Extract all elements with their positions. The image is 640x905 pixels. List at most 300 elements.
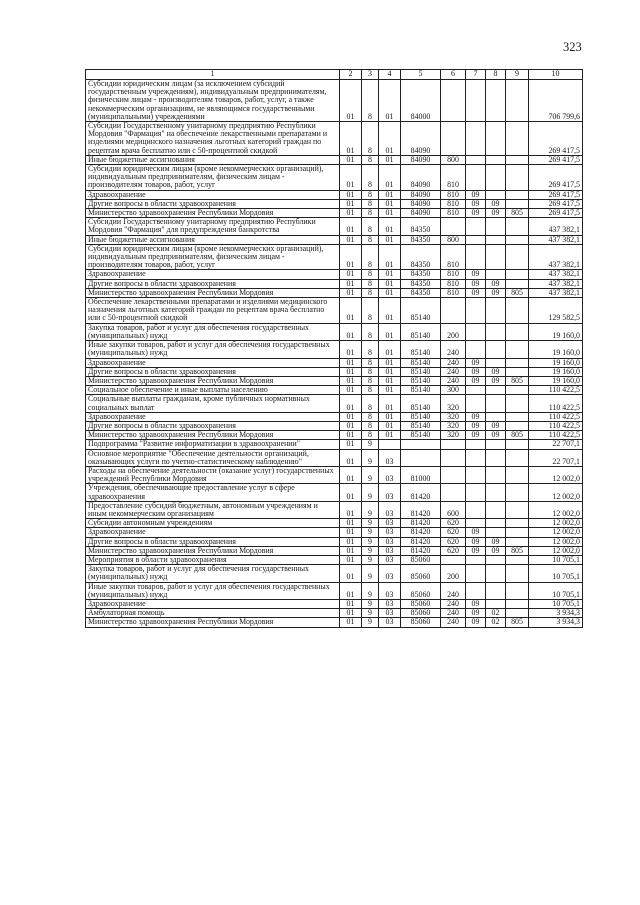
amount-cell: 269 417,5 — [529, 165, 583, 191]
code-cell-6 — [441, 122, 466, 156]
table-body — [86, 80, 583, 628]
code-cell-8 — [486, 599, 506, 608]
code-cell-3: 8 — [362, 421, 379, 430]
table-row — [86, 555, 583, 564]
code-cell-7: 09 — [466, 199, 486, 208]
amount-cell: 110 422,5 — [529, 431, 583, 440]
code-cell-6: 320 — [441, 412, 466, 421]
amount-cell: 706 799,6 — [529, 80, 583, 122]
code-cell-5 — [401, 440, 441, 449]
code-cell-4: 03 — [379, 528, 401, 537]
table-row — [86, 376, 583, 385]
code-cell-7 — [466, 466, 486, 483]
name-cell: Закупка товаров, работ и услуг для обеспечения государственных (муниципальных) нужд — [86, 565, 340, 582]
name-cell: Иные бюджетные ассигнования — [86, 155, 340, 164]
code-cell-8 — [486, 80, 506, 122]
amount-cell: 437 382,1 — [529, 288, 583, 297]
code-cell-9 — [506, 484, 529, 501]
code-cell-5: 85060 — [401, 555, 441, 564]
code-cell-2: 01 — [340, 155, 362, 164]
code-cell-3: 8 — [362, 122, 379, 156]
code-cell-4: 03 — [379, 501, 401, 518]
code-cell-2: 01 — [340, 395, 362, 412]
code-cell-4: 03 — [379, 537, 401, 546]
table-row — [86, 395, 583, 412]
table-row — [86, 279, 583, 288]
code-cell-6: 810 — [441, 244, 466, 270]
code-cell-9: 805 — [506, 431, 529, 440]
table-row — [86, 501, 583, 518]
code-cell-3: 9 — [362, 484, 379, 501]
code-cell-2: 01 — [340, 209, 362, 218]
code-cell-3: 8 — [362, 358, 379, 367]
code-cell-3: 8 — [362, 165, 379, 191]
code-cell-6: 200 — [441, 323, 466, 340]
name-cell: Амбулаторная помощь — [86, 609, 340, 618]
code-cell-4: 01 — [379, 122, 401, 156]
name-cell: Субсидии юридическим лицам (за исключением субсидий государственным учреждениям), индивидуальным предпринимателям, физическим лицам - производителям товаров, работ, услуг, а также некоммерческим организациям, не являющимся государственными (муниципальными) учреждениями — [86, 80, 340, 122]
table-row — [86, 218, 583, 235]
code-cell-7 — [466, 519, 486, 528]
code-cell-2: 01 — [340, 501, 362, 518]
code-cell-2: 01 — [340, 190, 362, 199]
code-cell-5: 81420 — [401, 546, 441, 555]
code-cell-7 — [466, 484, 486, 501]
name-cell: Социальные выплаты гражданам, кроме публичных нормативных социальных выплат — [86, 395, 340, 412]
code-cell-5: 85060 — [401, 599, 441, 608]
name-cell: Обеспечение лекарственными препаратами и изделиями медицинского назначения льготных категорий граждан по рецептам врача бесплатно или с 50-процентной скидкой — [86, 298, 340, 324]
page-number: 323 — [563, 40, 582, 54]
code-cell-7: 09 — [466, 190, 486, 199]
code-cell-4: 01 — [379, 323, 401, 340]
code-cell-5: 84350 — [401, 244, 441, 270]
code-cell-9 — [506, 80, 529, 122]
name-cell: Предоставление субсидий бюджетным, автономным учреждениям и иным некоммерческим организациям — [86, 501, 340, 518]
code-cell-9 — [506, 609, 529, 618]
code-cell-6: 810 — [441, 190, 466, 199]
code-cell-3: 8 — [362, 244, 379, 270]
name-cell: Здравоохранение — [86, 528, 340, 537]
code-cell-8 — [486, 440, 506, 449]
code-cell-6: 300 — [441, 386, 466, 395]
code-cell-2: 01 — [340, 519, 362, 528]
table-row — [86, 528, 583, 537]
code-cell-8: 09 — [486, 537, 506, 546]
code-cell-2: 01 — [340, 165, 362, 191]
code-cell-7: 09 — [466, 367, 486, 376]
budget-table — [85, 69, 583, 628]
table-row — [86, 80, 583, 122]
code-cell-8 — [486, 528, 506, 537]
code-cell-7 — [466, 565, 486, 582]
code-cell-3: 8 — [362, 288, 379, 297]
code-cell-4: 01 — [379, 155, 401, 164]
code-cell-2: 01 — [340, 609, 362, 618]
name-cell: Министерство здравоохранения Республики Мордовия — [86, 288, 340, 297]
code-cell-8 — [486, 298, 506, 324]
amount-cell: 12 002,0 — [529, 501, 583, 518]
amount-cell: 12 002,0 — [529, 546, 583, 555]
code-cell-2: 01 — [340, 199, 362, 208]
code-cell-5: 81420 — [401, 501, 441, 518]
code-cell-7: 09 — [466, 618, 486, 627]
code-cell-9 — [506, 122, 529, 156]
code-cell-3: 9 — [362, 582, 379, 599]
name-cell: Основное мероприятие "Обеспечение деятельности организаций, оказывающих услуги по учетно-статистическому наблюдению" — [86, 449, 340, 466]
table-row — [86, 165, 583, 191]
table-row — [86, 599, 583, 608]
code-cell-9 — [506, 190, 529, 199]
table-row — [86, 386, 583, 395]
code-cell-9 — [506, 466, 529, 483]
code-cell-8 — [486, 582, 506, 599]
code-cell-8 — [486, 412, 506, 421]
header-cell-5: 5 — [401, 70, 441, 80]
table-row — [86, 537, 583, 546]
code-cell-8 — [486, 218, 506, 235]
code-cell-8 — [486, 165, 506, 191]
code-cell-6: 320 — [441, 431, 466, 440]
code-cell-7: 09 — [466, 412, 486, 421]
code-cell-3: 9 — [362, 501, 379, 518]
code-cell-5: 84350 — [401, 235, 441, 244]
code-cell-8 — [486, 449, 506, 466]
name-cell: Другие вопросы в области здравоохранения — [86, 421, 340, 430]
name-cell: Министерство здравоохранения Республики Мордовия — [86, 209, 340, 218]
code-cell-3: 9 — [362, 546, 379, 555]
code-cell-2: 01 — [340, 235, 362, 244]
table-row — [86, 122, 583, 156]
code-cell-2: 01 — [340, 528, 362, 537]
code-cell-2: 01 — [340, 599, 362, 608]
table-row — [86, 367, 583, 376]
code-cell-9 — [506, 218, 529, 235]
amount-cell: 110 422,5 — [529, 421, 583, 430]
name-cell: Подпрограмма "Развитие информатизации в здравоохранении" — [86, 440, 340, 449]
name-cell: Министерство здравоохранения Республики Мордовия — [86, 618, 340, 627]
code-cell-6 — [441, 466, 466, 483]
code-cell-8 — [486, 341, 506, 358]
code-cell-9 — [506, 298, 529, 324]
amount-cell: 269 417,5 — [529, 155, 583, 164]
amount-cell: 10 705,1 — [529, 565, 583, 582]
table-row — [86, 519, 583, 528]
code-cell-9 — [506, 421, 529, 430]
code-cell-7 — [466, 244, 486, 270]
name-cell: Субсидии Государственному унитарному предприятию Республики Мордовия "Фармация" на обеспечение лекарственными препаратами и изделиями медицинского назначения льготных категорий граждан по рецептам врача бесплатно или с 50-процентной скидкой — [86, 122, 340, 156]
code-cell-2: 01 — [340, 270, 362, 279]
code-cell-6 — [441, 555, 466, 564]
code-cell-3: 8 — [362, 412, 379, 421]
amount-cell: 3 934,3 — [529, 618, 583, 627]
code-cell-3: 8 — [362, 270, 379, 279]
code-cell-4: 01 — [379, 298, 401, 324]
code-cell-8 — [486, 190, 506, 199]
amount-cell: 12 002,0 — [529, 466, 583, 483]
code-cell-7: 09 — [466, 270, 486, 279]
code-cell-3: 9 — [362, 449, 379, 466]
table-row — [86, 421, 583, 430]
amount-cell: 437 382,1 — [529, 270, 583, 279]
table-row — [86, 449, 583, 466]
code-cell-5: 84090 — [401, 155, 441, 164]
code-cell-7 — [466, 449, 486, 466]
amount-cell: 19 160,0 — [529, 367, 583, 376]
code-cell-3: 8 — [362, 376, 379, 385]
code-cell-9: 805 — [506, 618, 529, 627]
code-cell-7: 09 — [466, 609, 486, 618]
code-cell-4: 01 — [379, 165, 401, 191]
code-cell-2: 01 — [340, 546, 362, 555]
code-cell-6 — [441, 218, 466, 235]
code-cell-7 — [466, 80, 486, 122]
code-cell-7 — [466, 235, 486, 244]
code-cell-4: 01 — [379, 288, 401, 297]
code-cell-9: 805 — [506, 546, 529, 555]
name-cell: Министерство здравоохранения Республики Мордовия — [86, 546, 340, 555]
code-cell-4: 03 — [379, 565, 401, 582]
table-row — [86, 244, 583, 270]
code-cell-2: 01 — [340, 618, 362, 627]
code-cell-6 — [441, 298, 466, 324]
name-cell: Здравоохранение — [86, 412, 340, 421]
code-cell-6: 200 — [441, 565, 466, 582]
code-cell-6: 320 — [441, 421, 466, 430]
code-cell-5: 85140 — [401, 395, 441, 412]
code-cell-4: 01 — [379, 376, 401, 385]
code-cell-7 — [466, 323, 486, 340]
code-cell-2: 01 — [340, 376, 362, 385]
name-cell: Министерство здравоохранения Республики Мордовия — [86, 431, 340, 440]
code-cell-6: 620 — [441, 546, 466, 555]
table-row — [86, 565, 583, 582]
code-cell-9 — [506, 528, 529, 537]
code-cell-5: 85140 — [401, 298, 441, 324]
code-cell-2: 01 — [340, 288, 362, 297]
code-cell-5: 84090 — [401, 122, 441, 156]
code-cell-4: 01 — [379, 421, 401, 430]
code-cell-4: 01 — [379, 80, 401, 122]
code-cell-2: 01 — [340, 323, 362, 340]
header-cell-3: 3 — [362, 70, 379, 80]
table-row — [86, 199, 583, 208]
code-cell-8 — [486, 555, 506, 564]
header-cell-9: 9 — [506, 70, 529, 80]
code-cell-4: 01 — [379, 244, 401, 270]
code-cell-2: 01 — [340, 386, 362, 395]
code-cell-4: 03 — [379, 466, 401, 483]
code-cell-4: 03 — [379, 609, 401, 618]
code-cell-8 — [486, 519, 506, 528]
amount-cell: 110 422,5 — [529, 395, 583, 412]
amount-cell: 269 417,5 — [529, 209, 583, 218]
amount-cell: 10 705,1 — [529, 582, 583, 599]
code-cell-2: 01 — [340, 122, 362, 156]
code-cell-6 — [441, 484, 466, 501]
code-cell-2: 01 — [340, 279, 362, 288]
code-cell-4 — [379, 440, 401, 449]
code-cell-9 — [506, 395, 529, 412]
amount-cell: 269 417,5 — [529, 122, 583, 156]
table-row — [86, 431, 583, 440]
code-cell-7 — [466, 165, 486, 191]
name-cell: Министерство здравоохранения Республики Мордовия — [86, 376, 340, 385]
code-cell-3: 9 — [362, 466, 379, 483]
code-cell-8 — [486, 358, 506, 367]
code-cell-2: 01 — [340, 80, 362, 122]
code-cell-7: 09 — [466, 288, 486, 297]
code-cell-7 — [466, 395, 486, 412]
code-cell-7: 09 — [466, 279, 486, 288]
code-cell-2: 01 — [340, 341, 362, 358]
code-cell-6: 810 — [441, 165, 466, 191]
code-cell-2: 01 — [340, 421, 362, 430]
table-row — [86, 190, 583, 199]
code-cell-6: 620 — [441, 519, 466, 528]
code-cell-6 — [441, 80, 466, 122]
code-cell-5: 85140 — [401, 341, 441, 358]
code-cell-7: 09 — [466, 421, 486, 430]
code-cell-5: 81420 — [401, 528, 441, 537]
code-cell-9 — [506, 367, 529, 376]
code-cell-6: 800 — [441, 235, 466, 244]
code-cell-8 — [486, 244, 506, 270]
code-cell-4: 03 — [379, 519, 401, 528]
code-cell-2: 01 — [340, 440, 362, 449]
code-cell-7: 09 — [466, 376, 486, 385]
amount-cell: 22 707,1 — [529, 440, 583, 449]
code-cell-2: 01 — [340, 582, 362, 599]
code-cell-5: 81420 — [401, 484, 441, 501]
code-cell-2: 01 — [340, 537, 362, 546]
code-cell-6: 240 — [441, 599, 466, 608]
amount-cell: 19 160,0 — [529, 376, 583, 385]
code-cell-4: 03 — [379, 449, 401, 466]
code-cell-3: 8 — [362, 341, 379, 358]
code-cell-4: 01 — [379, 367, 401, 376]
name-cell: Другие вопросы в области здравоохранения — [86, 537, 340, 546]
header-cell-4: 4 — [379, 70, 401, 80]
table-row — [86, 582, 583, 599]
name-cell: Мероприятия в области здравоохранения — [86, 555, 340, 564]
code-cell-3: 8 — [362, 218, 379, 235]
code-cell-7 — [466, 440, 486, 449]
name-cell: Здравоохранение — [86, 270, 340, 279]
code-cell-9 — [506, 279, 529, 288]
code-cell-8: 09 — [486, 367, 506, 376]
code-cell-8: 02 — [486, 618, 506, 627]
code-cell-6: 240 — [441, 582, 466, 599]
code-cell-5: 84090 — [401, 190, 441, 199]
code-cell-3: 9 — [362, 519, 379, 528]
code-cell-9 — [506, 165, 529, 191]
code-cell-4: 01 — [379, 270, 401, 279]
code-cell-3: 9 — [362, 618, 379, 627]
table-row — [86, 341, 583, 358]
code-cell-7: 09 — [466, 537, 486, 546]
code-cell-4: 01 — [379, 218, 401, 235]
code-cell-6: 810 — [441, 270, 466, 279]
code-cell-7 — [466, 555, 486, 564]
header-cell-1: 1 — [86, 70, 340, 80]
code-cell-8: 09 — [486, 288, 506, 297]
code-cell-7 — [466, 155, 486, 164]
amount-cell: 19 160,0 — [529, 323, 583, 340]
header-cell-10: 10 — [529, 70, 583, 80]
code-cell-4: 03 — [379, 582, 401, 599]
code-cell-7 — [466, 218, 486, 235]
code-cell-5: 85140 — [401, 421, 441, 430]
code-cell-6: 240 — [441, 358, 466, 367]
table-row — [86, 618, 583, 627]
code-cell-2: 01 — [340, 565, 362, 582]
code-cell-3: 8 — [362, 386, 379, 395]
code-cell-2: 01 — [340, 449, 362, 466]
code-cell-5: 85140 — [401, 358, 441, 367]
code-cell-6 — [441, 440, 466, 449]
code-cell-7: 09 — [466, 209, 486, 218]
code-cell-2: 01 — [340, 244, 362, 270]
code-cell-7: 09 — [466, 599, 486, 608]
code-cell-3: 9 — [362, 599, 379, 608]
table-row — [86, 209, 583, 218]
amount-cell: 269 417,5 — [529, 199, 583, 208]
code-cell-2: 01 — [340, 484, 362, 501]
code-cell-7: 09 — [466, 431, 486, 440]
code-cell-9: 805 — [506, 376, 529, 385]
code-cell-5: 85140 — [401, 412, 441, 421]
code-cell-5: 85140 — [401, 376, 441, 385]
amount-cell: 12 002,0 — [529, 484, 583, 501]
table-row — [86, 484, 583, 501]
code-cell-6: 320 — [441, 395, 466, 412]
amount-cell: 22 707,1 — [529, 449, 583, 466]
code-cell-8 — [486, 235, 506, 244]
code-cell-6: 240 — [441, 609, 466, 618]
code-cell-2: 01 — [340, 555, 362, 564]
code-cell-8: 09 — [486, 199, 506, 208]
code-cell-5: 84090 — [401, 199, 441, 208]
name-cell: Иные закупки товаров, работ и услуг для обеспечения государственных (муниципальных) нужд — [86, 341, 340, 358]
name-cell: Учреждения, обеспечивающие предоставление услуг в сфере здравоохранения — [86, 484, 340, 501]
code-cell-5: 81000 — [401, 466, 441, 483]
table-row — [86, 235, 583, 244]
amount-cell: 437 382,1 — [529, 235, 583, 244]
code-cell-4: 03 — [379, 555, 401, 564]
code-cell-9 — [506, 341, 529, 358]
name-cell: Другие вопросы в области здравоохранения — [86, 199, 340, 208]
code-cell-6: 240 — [441, 367, 466, 376]
name-cell: Социальное обеспечение и иные выплаты населению — [86, 386, 340, 395]
code-cell-2: 01 — [340, 466, 362, 483]
header-cell-2: 2 — [340, 70, 362, 80]
code-cell-5: 85060 — [401, 565, 441, 582]
code-cell-4: 01 — [379, 235, 401, 244]
table-row — [86, 609, 583, 618]
amount-cell: 437 382,1 — [529, 279, 583, 288]
code-cell-9 — [506, 555, 529, 564]
code-cell-6: 810 — [441, 288, 466, 297]
code-cell-5: 81420 — [401, 537, 441, 546]
code-cell-6: 240 — [441, 618, 466, 627]
table-row — [86, 298, 583, 324]
table-row — [86, 546, 583, 555]
code-cell-3: 8 — [362, 323, 379, 340]
code-cell-3: 9 — [362, 537, 379, 546]
code-cell-3: 8 — [362, 199, 379, 208]
code-cell-4: 01 — [379, 395, 401, 412]
code-cell-6: 240 — [441, 341, 466, 358]
